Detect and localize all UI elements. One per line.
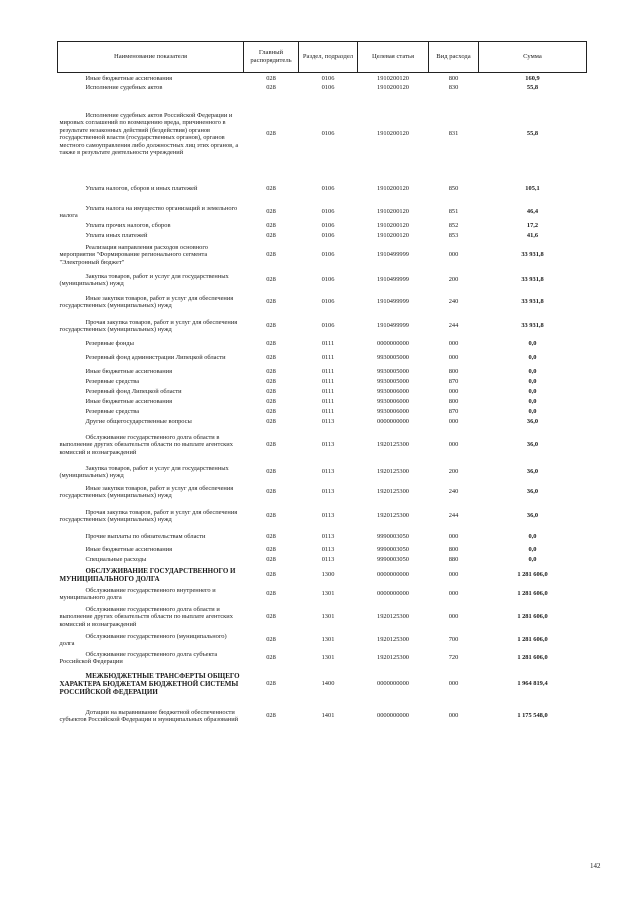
row-manager: 028 [266, 322, 276, 330]
budget-table-page [57, 41, 586, 731]
row-expense-type: 852 [448, 222, 459, 230]
row-target: 1910499999 [377, 322, 409, 330]
row-name: Исполнение судебных актов [85, 84, 163, 92]
row-name: Обслуживание государственного внутреннего и муниципального долга [59, 586, 216, 601]
row-manager: 028 [266, 546, 276, 554]
table-row [58, 407, 587, 417]
row-amount: 1 175 548,0 [517, 712, 548, 720]
row-section: 0106 [321, 251, 335, 259]
row-expense-type: 240 [448, 488, 459, 496]
row-expense-type: 831 [448, 130, 459, 138]
row-target: 0000000000 [377, 680, 409, 688]
row-expense-type: 244 [448, 322, 459, 330]
row-name: Иные бюджетные ассигнования [85, 74, 173, 82]
row-amount: 1 281 606,0 [517, 590, 548, 598]
row-section: 0106 [321, 185, 335, 193]
row-section: 0111 [321, 354, 335, 362]
row-section: 1301 [321, 636, 335, 644]
row-amount: 1 964 819,4 [517, 680, 548, 688]
row-target: 1910200120 [377, 130, 409, 138]
row-section: 0113 [321, 546, 335, 554]
row-name: Дотации на выравнивание бюджетной обеспеченности субъектов Российской Федерации и муниципальных образований [59, 708, 239, 723]
row-section: 0106 [321, 130, 335, 138]
row-manager: 028 [266, 74, 276, 82]
table-row [58, 387, 587, 397]
row-manager: 028 [266, 388, 276, 396]
row-name: Обслуживание государственного долга области и выполнение других обязательств области по выплате агентских комиссий и вознаграждений [59, 605, 233, 628]
row-manager: 028 [266, 208, 276, 216]
header-amount: Сумма [479, 42, 587, 73]
table-row [58, 463, 587, 481]
row-section: 0106 [321, 74, 335, 82]
row-target: 1910200120 [377, 84, 409, 92]
row-name: ОБСЛУЖИВАНИЕ ГОСУДАРСТВЕННОГО И МУНИЦИПАЛЬНОГО ДОЛГА [59, 567, 236, 583]
row-name: Прочие выплаты по обязательствам области [85, 533, 206, 541]
row-manager: 028 [266, 680, 276, 688]
row-target: 9990003050 [377, 556, 409, 564]
row-manager: 028 [266, 441, 276, 449]
row-expense-type: 800 [448, 368, 459, 376]
table-row [58, 83, 587, 93]
row-section: 0113 [321, 441, 335, 449]
row-expense-type: 853 [448, 232, 459, 240]
row-name: Уплата прочих налогов, сборов [85, 222, 171, 230]
row-amount: 0,0 [528, 408, 537, 416]
table-row [58, 417, 587, 427]
row-manager: 028 [266, 251, 276, 259]
row-section: 0111 [321, 378, 335, 386]
row-manager: 028 [266, 512, 276, 520]
row-target: 9930006000 [377, 398, 409, 406]
row-expense-type: 000 [448, 590, 459, 598]
row-amount: 36,0 [526, 488, 539, 496]
row-expense-type: 800 [448, 546, 459, 554]
header-section: Раздел, подраздел [299, 42, 358, 73]
table-row [58, 367, 587, 377]
row-target: 9930005000 [377, 378, 409, 386]
row-manager: 028 [266, 488, 276, 496]
row-amount: 1 281 606,0 [517, 636, 548, 644]
row-name: Резервный фонд администрации Липецкой области [85, 354, 226, 362]
row-manager: 028 [266, 468, 276, 476]
table-row [58, 701, 587, 731]
row-manager: 028 [266, 354, 276, 362]
row-expense-type: 880 [448, 556, 459, 564]
row-section: 0111 [321, 408, 335, 416]
row-name: Закупка товаров, работ и услуг для государственных (муниципальных) нужд [59, 464, 229, 479]
row-amount: 160,9 [525, 74, 540, 82]
row-manager: 028 [266, 418, 276, 426]
row-manager: 028 [266, 408, 276, 416]
row-manager: 028 [266, 654, 276, 662]
table-row [58, 175, 587, 203]
row-target: 9930006000 [377, 388, 409, 396]
row-manager: 028 [266, 636, 276, 644]
row-amount: 0,0 [528, 368, 537, 376]
table-row [58, 481, 587, 503]
row-name: Закупка товаров, работ и услуг для государственных (муниципальных) нужд [59, 272, 229, 287]
row-amount: 0,0 [528, 354, 537, 362]
row-section: 0113 [321, 512, 335, 520]
row-name: Резервные фонды [85, 340, 134, 348]
row-name: Иные закупки товаров, работ и услуг для обеспечения государственных (муниципальных) нужд [59, 294, 234, 309]
row-expense-type: 851 [448, 208, 459, 216]
row-section: 0113 [321, 488, 335, 496]
row-expense-type: 000 [448, 571, 459, 579]
row-target: 9930006000 [377, 408, 409, 416]
table-row [58, 241, 587, 269]
row-amount: 0,0 [528, 546, 537, 554]
table-row [58, 291, 587, 313]
row-manager: 028 [266, 712, 276, 720]
row-section: 1301 [321, 654, 335, 662]
row-section: 1400 [321, 680, 335, 688]
row-section: 1300 [321, 571, 335, 579]
row-section: 0113 [321, 533, 335, 541]
row-name: Прочая закупка товаров, работ и услуг для обеспечения государственных (муниципальных) нужд [59, 318, 238, 333]
row-amount: 46,4 [526, 208, 539, 216]
row-target: 1920125300 [377, 613, 409, 621]
table-row [58, 397, 587, 407]
row-amount: 36,0 [526, 468, 539, 476]
row-target: 1920125300 [377, 636, 409, 644]
row-expense-type: 720 [448, 654, 459, 662]
header-main-manager: Главный распорядитель [244, 42, 299, 73]
row-name: Уплата налога на имущество организаций и земельного налога [59, 204, 238, 219]
row-expense-type: 244 [448, 512, 459, 520]
row-section: 0113 [321, 468, 335, 476]
row-expense-type: 000 [448, 680, 459, 688]
row-name: Обслуживание государственного долга области в выполнение других обязательств области по выплате агентских комиссий и вознаграждений [59, 433, 233, 456]
row-manager: 028 [266, 556, 276, 564]
table-row [58, 585, 587, 603]
row-manager: 028 [266, 378, 276, 386]
row-name: МЕЖБЮДЖЕТНЫЕ ТРАНСФЕРТЫ ОБЩЕГО ХАРАКТЕРА БЮДЖЕТАМ БЮДЖЕТНОЙ СИСТЕМЫ РОССИЙСКОЙ ФЕДЕРАЦИИ [59, 672, 240, 696]
row-target: 9990003050 [377, 546, 409, 554]
row-target: 1920125300 [377, 441, 409, 449]
row-manager: 028 [266, 613, 276, 621]
row-manager: 028 [266, 222, 276, 230]
row-manager: 028 [266, 84, 276, 92]
row-target: 9990003050 [377, 533, 409, 541]
table-row [58, 555, 587, 565]
row-manager: 028 [266, 398, 276, 406]
row-amount: 41,6 [526, 232, 539, 240]
table-row [58, 565, 587, 585]
table-header-row [58, 42, 587, 73]
row-amount: 55,8 [526, 130, 539, 138]
row-target: 1910200120 [377, 208, 409, 216]
row-target: 9930005000 [377, 368, 409, 376]
row-amount: 55,8 [526, 84, 539, 92]
table-row [58, 529, 587, 545]
row-target: 1920125300 [377, 488, 409, 496]
row-name: Другие общегосударственные вопросы [85, 418, 192, 426]
row-target: 0000000000 [377, 340, 409, 348]
row-name: Реализация направления расходов основного мероприятия "Формирование регионального сегмента "Электронный бюджет" [59, 243, 208, 266]
row-amount: 36,0 [526, 512, 539, 520]
table-row [58, 73, 587, 83]
row-section: 0113 [321, 418, 335, 426]
row-name: Резервные средства [85, 408, 140, 416]
row-expense-type: 800 [448, 398, 459, 406]
header-target-article: Целевая статья [358, 42, 429, 73]
row-target: 0000000000 [377, 571, 409, 579]
row-target: 1910499999 [377, 298, 409, 306]
row-name: Резервные средства [85, 378, 140, 386]
table-row [58, 503, 587, 529]
table-row [58, 349, 587, 367]
row-name: Специальные расходы [85, 556, 147, 564]
row-manager: 028 [266, 185, 276, 193]
row-expense-type: 000 [448, 613, 459, 621]
row-target: 9930005000 [377, 354, 409, 362]
page-number: 142 [590, 862, 601, 870]
table-row [58, 339, 587, 349]
row-amount: 17,2 [526, 222, 539, 230]
row-manager: 028 [266, 368, 276, 376]
table-row [58, 667, 587, 701]
row-target: 1910499999 [377, 276, 409, 284]
row-section: 0106 [321, 322, 335, 330]
row-name: Иные бюджетные ассигнования [85, 546, 173, 554]
row-manager: 028 [266, 571, 276, 579]
table-row [58, 313, 587, 339]
row-manager: 028 [266, 130, 276, 138]
table-row [58, 649, 587, 667]
table-row [58, 603, 587, 631]
row-amount: 1 281 606,0 [517, 654, 548, 662]
row-amount: 1 281 606,0 [517, 571, 548, 579]
table-row [58, 203, 587, 221]
table-row [58, 377, 587, 387]
row-expense-type: 000 [448, 251, 459, 259]
row-expense-type: 700 [448, 636, 459, 644]
row-amount: 33 931,8 [521, 298, 544, 306]
header-expense-type: Вид расхода [429, 42, 479, 73]
row-section: 0106 [321, 298, 335, 306]
row-expense-type: 000 [448, 441, 459, 449]
table-row [58, 221, 587, 231]
row-amount: 0,0 [528, 340, 537, 348]
row-section: 1401 [321, 712, 335, 720]
row-manager: 028 [266, 276, 276, 284]
row-target: 1910200120 [377, 74, 409, 82]
row-section: 0106 [321, 208, 335, 216]
row-expense-type: 000 [448, 533, 459, 541]
row-manager: 028 [266, 533, 276, 541]
row-target: 1910200120 [377, 232, 409, 240]
row-expense-type: 830 [448, 84, 459, 92]
row-amount: 33 931,8 [521, 251, 544, 259]
table-row [58, 269, 587, 291]
row-target: 1910200120 [377, 222, 409, 230]
row-amount: 105,1 [525, 185, 540, 193]
row-expense-type: 240 [448, 298, 459, 306]
row-section: 0111 [321, 388, 335, 396]
row-target: 1910200120 [377, 185, 409, 193]
row-target: 0000000000 [377, 418, 409, 426]
row-name: Уплата иных платежей [85, 232, 148, 240]
row-section: 0113 [321, 556, 335, 564]
row-target: 1910499999 [377, 251, 409, 259]
row-amount: 0,0 [528, 388, 537, 396]
budget-table [57, 41, 587, 731]
row-expense-type: 850 [448, 185, 459, 193]
row-name: Обслуживание государственного долга субъекта Российской Федерации [59, 650, 218, 665]
row-target: 0000000000 [377, 712, 409, 720]
row-section: 0111 [321, 398, 335, 406]
row-expense-type: 000 [448, 712, 459, 720]
row-expense-type: 000 [448, 388, 459, 396]
table-row [58, 231, 587, 241]
row-amount: 0,0 [528, 533, 537, 541]
row-amount: 33 931,8 [521, 276, 544, 284]
table-row [58, 427, 587, 463]
row-amount: 0,0 [528, 378, 537, 386]
row-section: 0106 [321, 222, 335, 230]
row-section: 0111 [321, 368, 335, 376]
row-amount: 1 281 606,0 [517, 613, 548, 621]
row-amount: 36,0 [526, 418, 539, 426]
row-expense-type: 870 [448, 378, 459, 386]
row-expense-type: 200 [448, 468, 459, 476]
row-expense-type: 200 [448, 276, 459, 284]
row-expense-type: 000 [448, 418, 459, 426]
row-target: 1920125300 [377, 468, 409, 476]
row-expense-type: 000 [448, 340, 459, 348]
table-row [58, 545, 587, 555]
header-indicator-name: Наименование показателя [58, 42, 244, 73]
row-name: Иные бюджетные ассигнования [85, 398, 173, 406]
row-section: 1301 [321, 590, 335, 598]
row-name: Иные бюджетные ассигнования [85, 368, 173, 376]
row-amount: 33 931,8 [521, 322, 544, 330]
row-amount: 36,0 [526, 441, 539, 449]
row-name: Уплата налогов, сборов и иных платежей [85, 185, 198, 193]
row-manager: 028 [266, 340, 276, 348]
row-name: Прочая закупка товаров, работ и услуг для обеспечения государственных (муниципальных) нужд [59, 508, 238, 523]
table-row [58, 631, 587, 649]
row-expense-type: 000 [448, 354, 459, 362]
table-row [58, 93, 587, 175]
row-name: Иные закупки товаров, работ и услуг для обеспечения государственных (муниципальных) нужд [59, 484, 234, 499]
row-manager: 028 [266, 298, 276, 306]
row-name: Исполнение судебных актов Российской Федерации и мировых соглашений по возмещению вреда, причиненного в результате незаконных действий (бездействия) органов государственной власти (государственных органов), органов местного самоуправления либо должностных лиц этих органов, а также в результате деятельности учреждений [59, 111, 239, 156]
row-name: Резервный фонд Липецкой области [85, 388, 182, 396]
row-manager: 028 [266, 232, 276, 240]
row-target: 0000000000 [377, 590, 409, 598]
row-expense-type: 870 [448, 408, 459, 416]
row-section: 1301 [321, 613, 335, 621]
row-section: 0106 [321, 84, 335, 92]
row-section: 0106 [321, 232, 335, 240]
row-section: 0111 [321, 340, 335, 348]
row-target: 1920125300 [377, 512, 409, 520]
row-manager: 028 [266, 590, 276, 598]
row-name: Обслуживание государственного (муниципального) долга [59, 632, 227, 647]
row-amount: 0,0 [528, 398, 537, 406]
row-target: 1920125300 [377, 654, 409, 662]
row-amount: 0,0 [528, 556, 537, 564]
row-section: 0106 [321, 276, 335, 284]
row-expense-type: 800 [448, 74, 459, 82]
